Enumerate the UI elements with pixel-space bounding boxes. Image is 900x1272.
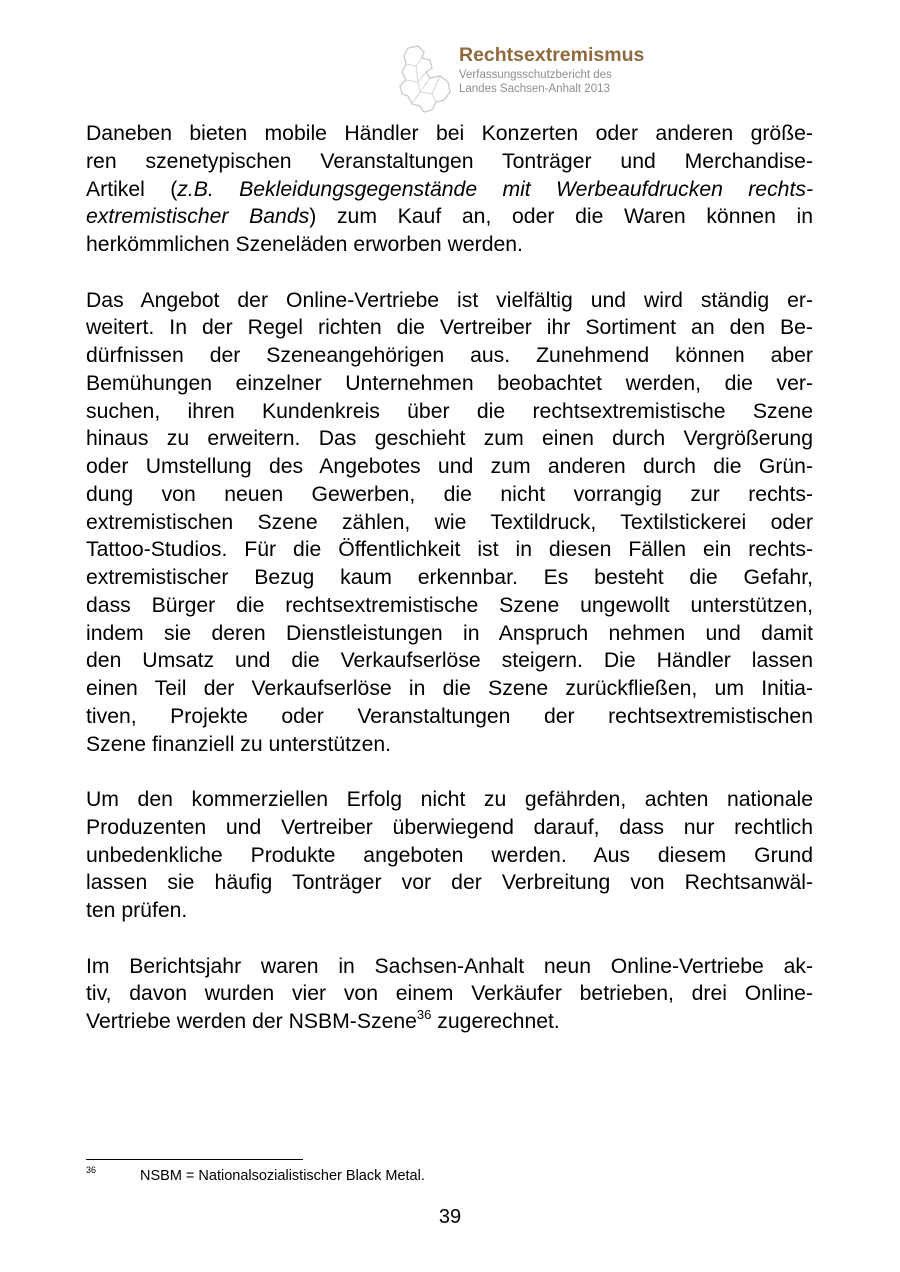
text-line: suchen, ihren Kundenkreis über die rechtsextremistische Szene [86, 399, 813, 423]
text-line: Daneben bieten mobile Händler bei Konzerten oder anderen größe- [86, 122, 813, 145]
text-line: hinaus zu erweitern. Das geschieht zum einen durch Vergrößerung [86, 427, 813, 451]
text-line: Produzenten und Vertreiber überwiegend darauf, dass nur rechtlich [86, 815, 813, 839]
text-line: Das Angebot der Online-Vertriebe ist vielfältig und wird ständig er- [86, 288, 813, 312]
text-line: einen Teil der Verkaufserlöse in die Szene zurückfließen, um Initia- [86, 677, 813, 700]
line-text: ) zum Kauf an, oder die Waren können in [309, 205, 814, 229]
text-line: ren szenetypischen Veranstaltungen Tonträger und Merchandise- [86, 149, 813, 173]
text-line: dass Bürger die rechtsextremistische Szene ungewollt unterstützen, [86, 593, 813, 617]
header-subtitle-line1: Verfassungsschutzbericht des [459, 69, 612, 81]
footnote-number: 36 [86, 1165, 97, 1175]
text-line: dürfnissen der Szeneangehörigen aus. Zunehmend können aber [86, 344, 813, 367]
text-line: Um den kommerziellen Erfolg nicht zu gefährden, achten nationale [86, 788, 813, 811]
header-subtitle-line2: Landes Sachsen-Anhalt 2013 [459, 83, 610, 95]
text-line: Im Berichtsjahr waren in Sachsen-Anhalt neun Online-Vertriebe ak- [86, 954, 813, 978]
footnote-divider [86, 1159, 303, 1160]
header-title: Rechtsextremismus [459, 44, 645, 66]
text-line: herkömmlichen Szeneläden erworben werden. [86, 233, 523, 256]
text-line: extremistischen Szene zählen, wie Textildruck, Textilstickerei oder [86, 510, 813, 534]
text-line: dung von neuen Gewerben, die nicht vorrangig zur rechts- [86, 482, 813, 506]
text-line: weitert. In der Regel richten die Vertreiber ihr Sortiment an den Be- [86, 316, 813, 340]
page-header [396, 44, 696, 114]
text-line: Tattoo-Studios. Für die Öffentlichkeit ist in diesen Fällen ein rechts- [86, 538, 813, 562]
italic-text: z.B. Bekleidungsgegenstände mit Werbeaufdrucken rechts- [177, 177, 814, 201]
line-text: zugerechnet. [431, 1010, 560, 1033]
body-text [86, 120, 813, 1064]
paragraph [86, 953, 813, 1036]
text-line: tiv, davon wurden vier von einem Verkäufer betrieben, drei Online- [86, 982, 813, 1006]
paragraph [86, 287, 813, 759]
text-line: Bemühungen einzelner Unternehmen beobachtet werden, die ver- [86, 371, 813, 395]
italic-text: extremistischer Bands [86, 205, 310, 229]
text-line: tiven, Projekte oder Veranstaltungen der rechtsextremistischen [86, 704, 813, 728]
footnote-reference[interactable]: 36 [416, 1007, 432, 1022]
text-line [86, 176, 813, 204]
text-line: den Umsatz und die Verkaufserlöse steigern. Die Händler lassen [86, 649, 813, 673]
text-line: lassen sie häufig Tonträger vor der Verbreitung von Rechtsanwäl- [86, 871, 813, 895]
text-line: indem sie deren Dienstleistungen in Anspruch nehmen und damit [86, 621, 813, 645]
line-text: Artikel ( [86, 177, 178, 201]
text-line: ten prüfen. [86, 899, 188, 922]
text-line: oder Umstellung des Angebotes und zum anderen durch die Grün- [86, 455, 813, 478]
paragraph [86, 120, 813, 259]
text-line [86, 203, 813, 231]
footnote-text: NSBM = Nationalsozialistischer Black Metal. [140, 1168, 425, 1184]
paragraph [86, 786, 813, 925]
sachsen-anhalt-map-icon [396, 44, 456, 114]
text-line [86, 1008, 813, 1036]
text-line: extremistischer Bezug kaum erkennbar. Es besteht die Gefahr, [86, 566, 813, 589]
text-line: Szene finanziell zu unterstützen. [86, 732, 392, 756]
page-number: 39 [438, 1206, 462, 1228]
line-text: Vertriebe werden der NSBM-Szene [86, 1010, 417, 1033]
text-line: unbedenkliche Produkte angeboten werden. Aus diesem Grund [86, 843, 813, 867]
